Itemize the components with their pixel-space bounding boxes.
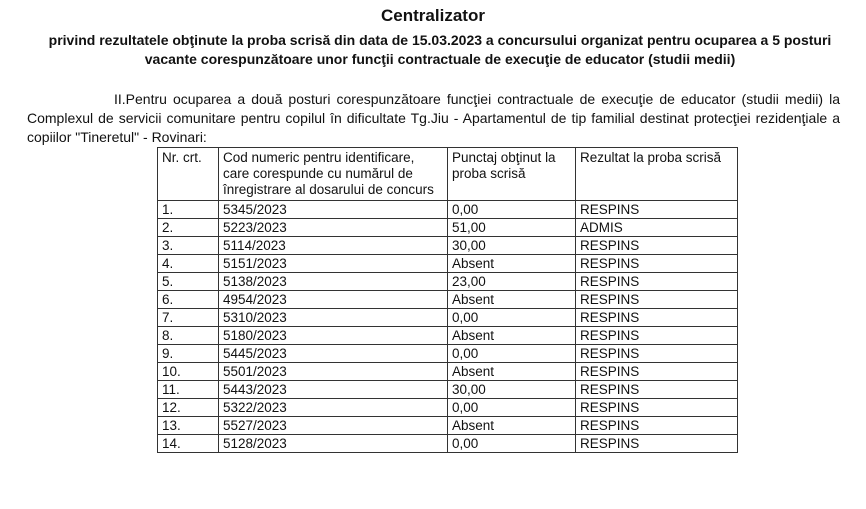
cell-punctaj: 30,00 — [448, 381, 576, 399]
cell-punctaj: 0,00 — [448, 309, 576, 327]
cell-cod: 5527/2023 — [219, 417, 448, 435]
cell-punctaj: 0,00 — [448, 345, 576, 363]
cell-rezultat: RESPINS — [576, 201, 738, 219]
cell-punctaj: Absent — [448, 255, 576, 273]
cell-rezultat: RESPINS — [576, 273, 738, 291]
table-row — [158, 417, 738, 435]
table-row — [158, 345, 738, 363]
header-nr-crt: Nr. crt. — [158, 148, 219, 201]
cell-nr: 14. — [158, 435, 219, 453]
cell-nr: 4. — [158, 255, 219, 273]
cell-nr: 2. — [158, 219, 219, 237]
cell-cod: 5138/2023 — [219, 273, 448, 291]
cell-rezultat: RESPINS — [576, 345, 738, 363]
cell-nr: 12. — [158, 399, 219, 417]
cell-punctaj: Absent — [448, 417, 576, 435]
cell-rezultat: RESPINS — [576, 255, 738, 273]
cell-punctaj: 0,00 — [448, 399, 576, 417]
cell-cod: 5443/2023 — [219, 381, 448, 399]
cell-punctaj: 0,00 — [448, 435, 576, 453]
cell-nr: 6. — [158, 291, 219, 309]
cell-rezultat: RESPINS — [576, 237, 738, 255]
cell-cod: 5114/2023 — [219, 237, 448, 255]
cell-nr: 5. — [158, 273, 219, 291]
cell-cod: 5445/2023 — [219, 345, 448, 363]
cell-nr: 3. — [158, 237, 219, 255]
cell-nr: 8. — [158, 327, 219, 345]
header-cod-numeric: Cod numeric pentru identificare, care corespunde cu numărul de înregistrare al dosarului de concurs — [219, 148, 448, 201]
cell-cod: 5180/2023 — [219, 327, 448, 345]
table-row — [158, 255, 738, 273]
cell-punctaj: Absent — [448, 327, 576, 345]
header-rezultat: Rezultat la proba scrisă — [576, 148, 738, 201]
cell-cod: 5501/2023 — [219, 363, 448, 381]
cell-cod: 5310/2023 — [219, 309, 448, 327]
table-row — [158, 219, 738, 237]
cell-punctaj: 0,00 — [448, 201, 576, 219]
table-row — [158, 399, 738, 417]
cell-cod: 5128/2023 — [219, 435, 448, 453]
cell-rezultat: RESPINS — [576, 363, 738, 381]
cell-punctaj: Absent — [448, 363, 576, 381]
cell-cod: 5151/2023 — [219, 255, 448, 273]
cell-nr: 13. — [158, 417, 219, 435]
cell-cod: 5322/2023 — [219, 399, 448, 417]
cell-cod: 4954/2023 — [219, 291, 448, 309]
table-header-row — [158, 148, 738, 201]
cell-cod: 5345/2023 — [219, 201, 448, 219]
cell-rezultat: RESPINS — [576, 309, 738, 327]
document-title: Centralizator — [381, 6, 485, 25]
table-row — [158, 435, 738, 453]
table-row — [158, 237, 738, 255]
table-row — [158, 363, 738, 381]
document-subtitle: privind rezultatele obţinute la proba scrisă din data de 15.03.2023 a concursului organizat pentru ocuparea a 5 posturi vacante corespunzătoare unor funcţii contractuale de execuţie de educator (studii medii) — [48, 32, 832, 67]
cell-rezultat: RESPINS — [576, 417, 738, 435]
cell-nr: 7. — [158, 309, 219, 327]
cell-rezultat: RESPINS — [576, 327, 738, 345]
cell-punctaj: 51,00 — [448, 219, 576, 237]
table-row — [158, 309, 738, 327]
cell-cod: 5223/2023 — [219, 219, 448, 237]
cell-nr: 1. — [158, 201, 219, 219]
intro-paragraph: II.Pentru ocuparea a două posturi corespunzătoare funcţiei contractuale de execuţie de educator (studii medii) la Complexul de servicii comunitare pentru copilul în dificultate Tg.Jiu - Apartamentul de tip familial destinat protecţiei rezidenţiale a copiilor "Tineretul" - Rovinari: — [27, 91, 840, 145]
cell-rezultat: RESPINS — [576, 399, 738, 417]
cell-nr: 9. — [158, 345, 219, 363]
header-punctaj: Punctaj obţinut la proba scrisă — [448, 148, 576, 201]
cell-nr: 11. — [158, 381, 219, 399]
cell-rezultat: RESPINS — [576, 381, 738, 399]
cell-punctaj: 30,00 — [448, 237, 576, 255]
cell-rezultat: RESPINS — [576, 291, 738, 309]
results-table — [157, 147, 738, 453]
table-row — [158, 327, 738, 345]
cell-rezultat: RESPINS — [576, 435, 738, 453]
table-row — [158, 291, 738, 309]
cell-punctaj: 23,00 — [448, 273, 576, 291]
table-row — [158, 273, 738, 291]
cell-nr: 10. — [158, 363, 219, 381]
cell-rezultat: ADMIS — [576, 219, 738, 237]
table-body — [158, 201, 738, 453]
cell-punctaj: Absent — [448, 291, 576, 309]
table-row — [158, 381, 738, 399]
table-row — [158, 201, 738, 219]
